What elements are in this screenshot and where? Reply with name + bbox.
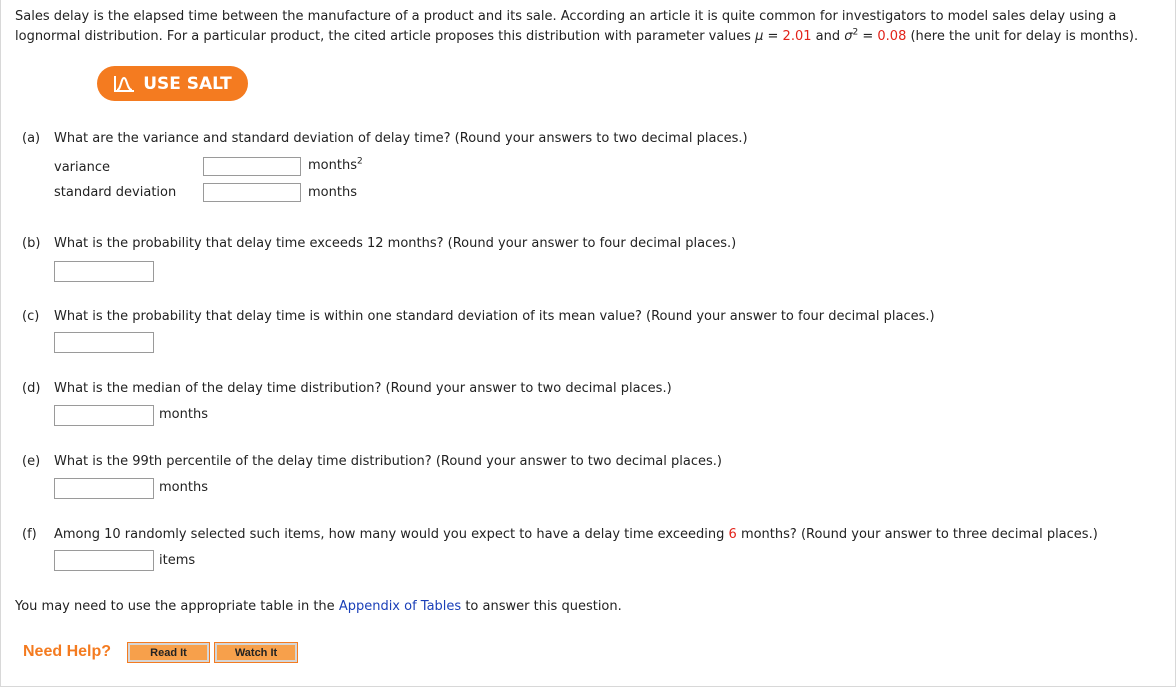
part-d-input[interactable] — [54, 405, 154, 426]
part-f-text-end: months? (Round your answer to three decimal places.) — [736, 527, 1098, 542]
mu-value: 2.01 — [782, 29, 812, 44]
variance-label: variance — [54, 160, 110, 175]
sigma-symbol: σ — [844, 29, 853, 44]
part-c-question — [22, 309, 935, 324]
appendix-text-end: to answer this question. — [461, 599, 622, 614]
appendix-link[interactable]: Appendix of Tables — [338, 599, 462, 614]
part-d-unit: months — [159, 407, 208, 422]
and-text: and — [811, 29, 845, 44]
part-e-question — [22, 454, 722, 469]
intro-line-1: Sales delay is the elapsed time between the manufacture of a product and its sale. According an article it is quite common for investigators to model sales delay using a — [15, 9, 1117, 24]
sd-label: standard deviation — [54, 185, 177, 200]
part-f-tag: (f) — [22, 527, 37, 542]
part-f-unit: items — [159, 553, 196, 568]
appendix-text: You may need to use the appropriate table in the — [15, 599, 339, 614]
part-c-tag: (c) — [22, 309, 40, 324]
sigma-equals: = — [858, 29, 878, 44]
variance-unit-exponent: 2 — [356, 156, 363, 167]
sigma-value: 0.08 — [877, 29, 907, 44]
part-d-text: What is the median of the delay time distribution? (Round your answer to two decimal places.) — [54, 381, 672, 396]
intro-line-2 — [15, 27, 1165, 47]
part-e-tag: (e) — [22, 454, 41, 469]
variance-unit — [308, 158, 363, 173]
part-b-question — [22, 236, 736, 251]
part-e-input[interactable] — [54, 478, 154, 499]
part-b-input[interactable] — [54, 261, 154, 282]
part-b-text: What is the probability that delay time exceeds 12 months? (Round your answer to four decimal places.) — [54, 236, 737, 251]
mu-symbol: μ — [755, 29, 764, 44]
intro-line-2-end: (here the unit for delay is months). — [906, 29, 1139, 44]
part-f-value: 6 — [728, 527, 737, 542]
part-d-question — [22, 381, 672, 396]
watch-it-button[interactable]: Watch It — [215, 643, 297, 662]
part-c-input[interactable] — [54, 332, 154, 353]
use-salt-label: USE SALT — [143, 73, 232, 94]
part-a-text: What are the variance and standard deviation of delay time? (Round your answers to two decimal places.) — [54, 131, 748, 146]
read-it-button[interactable]: Read It — [128, 643, 209, 662]
part-c-text: What is the probability that delay time is within one standard deviation of its mean value? (Round your answer to four decimal places.) — [54, 309, 935, 324]
sd-input[interactable] — [203, 183, 301, 202]
part-f-question — [22, 527, 1098, 542]
part-a-tag: (a) — [22, 131, 41, 146]
part-a-question — [22, 131, 748, 146]
part-e-unit: months — [159, 480, 208, 495]
use-salt-button[interactable] — [97, 66, 248, 101]
salt-chart-icon — [113, 75, 135, 93]
intro-line-2-text: lognormal distribution. For a particular product, the cited article proposes this distribution with parameter values — [15, 29, 756, 44]
part-f-text: Among 10 randomly selected such items, how many would you expect to have a delay time exceeding — [54, 527, 729, 542]
sigma-exponent: 2 — [852, 27, 859, 38]
mu-equals: = — [763, 29, 783, 44]
part-b-tag: (b) — [22, 236, 41, 251]
need-help-label: Need Help? — [23, 643, 112, 660]
part-f-input[interactable] — [54, 550, 154, 571]
appendix-note — [15, 599, 622, 614]
sd-unit: months — [308, 185, 357, 200]
part-d-tag: (d) — [22, 381, 41, 396]
variance-input[interactable] — [203, 157, 301, 176]
part-e-text: What is the 99th percentile of the delay time distribution? (Round your answer to two decimal places.) — [54, 454, 722, 469]
problem-intro — [15, 7, 1165, 47]
variance-unit-text: months — [308, 158, 357, 173]
